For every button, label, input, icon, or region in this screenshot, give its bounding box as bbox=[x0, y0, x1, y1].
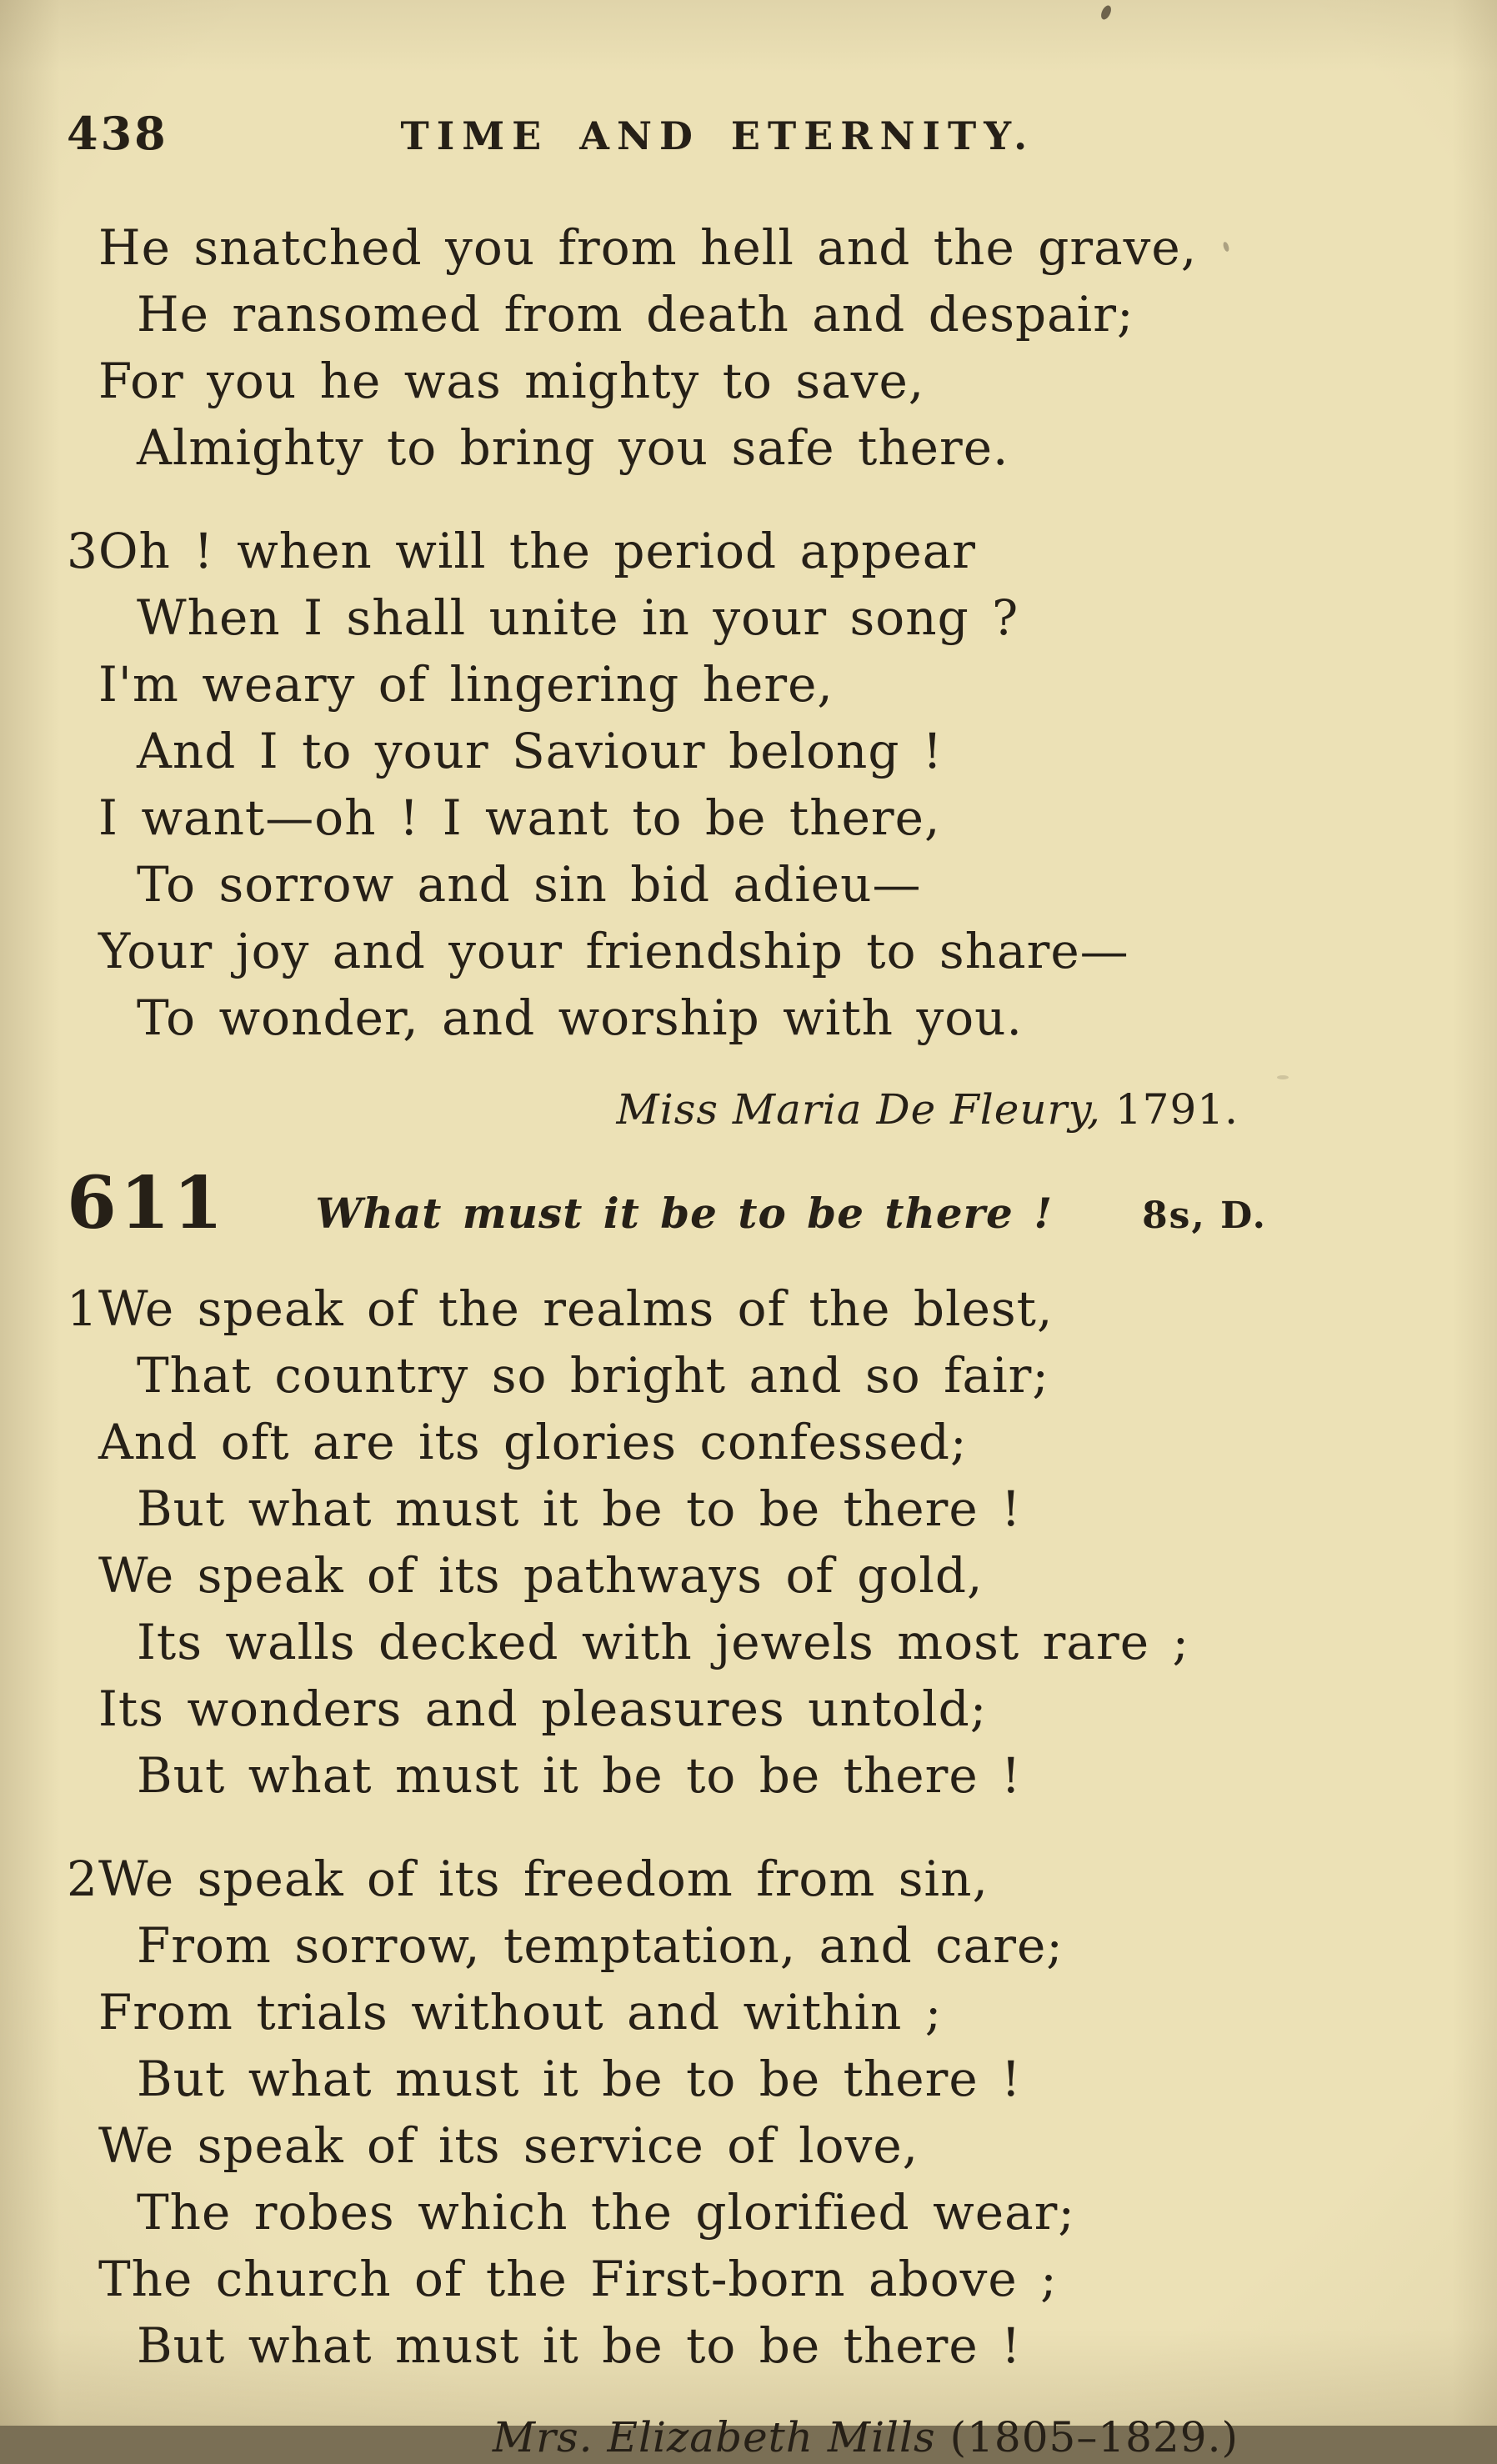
verse-line: But what must it be to be there ! bbox=[137, 1480, 1022, 1537]
stanza-2 bbox=[67, 1845, 1267, 2379]
stanza-3 bbox=[67, 518, 1267, 1051]
running-title: TIME AND ETERNITY. bbox=[400, 113, 1035, 158]
verse-line: We speak of the realms of the blest, bbox=[98, 1280, 1054, 1337]
verse-line: We speak of its pathways of gold, bbox=[98, 1547, 984, 1604]
verse-line: From trials without and within ; bbox=[98, 1984, 943, 2041]
verse-line: The robes which the glorified wear; bbox=[137, 2184, 1075, 2241]
attribution bbox=[67, 2411, 1239, 2464]
verse-line: But what must it be to be there ! bbox=[137, 2051, 1022, 2107]
verse-line: Almighty to bring you safe there. bbox=[137, 419, 1009, 476]
verse-line: But what must it be to be there ! bbox=[137, 2317, 1022, 2374]
attribution-author: Mrs. Elizabeth Mills bbox=[492, 2413, 936, 2461]
ink-speck bbox=[1099, 4, 1114, 22]
verse-line: When I shall unite in your song ? bbox=[137, 589, 1019, 646]
ink-speck bbox=[1277, 1075, 1289, 1079]
verse-line: I want—oh ! I want to be there, bbox=[98, 789, 941, 846]
verse-line: To wonder, and worship with you. bbox=[137, 989, 1023, 1046]
stanza-number: 3 bbox=[67, 523, 98, 579]
hymn-611-heading bbox=[67, 1161, 1267, 1254]
verse-line: To sorrow and sin bid adieu— bbox=[137, 856, 922, 913]
attribution-year: 1791. bbox=[1100, 1085, 1239, 1134]
attribution-year: (1805–1829.) bbox=[935, 2413, 1239, 2461]
verse-line: I'm weary of lingering here, bbox=[98, 656, 834, 713]
stanza-number: 2 bbox=[67, 1851, 98, 1907]
verse-line: And oft are its glories confessed; bbox=[98, 1414, 968, 1470]
verse-line: From sorrow, temptation, and care; bbox=[137, 1917, 1064, 1974]
verse-line: He snatched you from hell and the grave, bbox=[98, 219, 1198, 276]
hymn-meter: 8s, D. bbox=[1142, 1194, 1267, 1237]
attribution bbox=[67, 1083, 1239, 1136]
verse-line: Its wonders and pleasures untold; bbox=[98, 1680, 988, 1737]
attribution-author: Miss Maria De Fleury, bbox=[616, 1085, 1101, 1134]
stanza-continuation bbox=[98, 214, 1267, 481]
verse-line: Oh ! when will the period appear bbox=[98, 523, 977, 579]
verse-line: Your joy and your friendship to share— bbox=[98, 923, 1129, 979]
verse-line: That country so bright and so fair; bbox=[137, 1347, 1049, 1404]
verse-line: We speak of its freedom from sin, bbox=[98, 1851, 989, 1907]
verse-line: Its walls decked with jewels most rare ; bbox=[137, 1614, 1189, 1670]
verse-line: For you he was mighty to save, bbox=[98, 353, 925, 409]
verse-line: But what must it be to be there ! bbox=[137, 1747, 1022, 1804]
verse-line: And I to your Saviour belong ! bbox=[137, 723, 944, 779]
verse-line: We speak of its service of love, bbox=[98, 2117, 919, 2174]
verse-line: He ransomed from death and despair; bbox=[137, 286, 1134, 343]
page-number: 438 bbox=[67, 107, 168, 160]
hymn-title: What must it be to be there ! bbox=[315, 1189, 1054, 1238]
stanza-number: 1 bbox=[67, 1280, 98, 1337]
page-header bbox=[67, 108, 1267, 161]
hymn-number: 611 bbox=[67, 1161, 227, 1245]
verse-line: The church of the First-born above ; bbox=[98, 2251, 1058, 2307]
stanza-1 bbox=[67, 1275, 1267, 1809]
